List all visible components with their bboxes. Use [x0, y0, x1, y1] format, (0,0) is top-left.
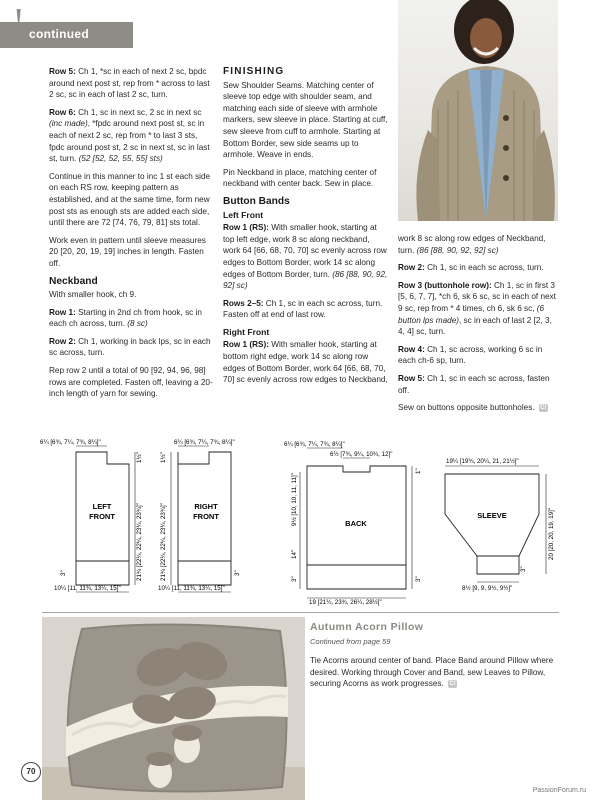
repeat-paragraph: Rep row 2 until a total of 90 [92, 94, 96, 98] rows are completed. Fasten off, leaving a 20-inch length of yarn for sewing. — [49, 366, 213, 399]
back-side-dim: 14" — [291, 549, 298, 559]
button-bands-heading: Button Bands — [223, 195, 290, 207]
back-label: BACK — [345, 519, 367, 528]
continued-label: continued — [29, 27, 90, 41]
bb-row5: Row 5: Ch 1, sc in each sc across, fasten off. — [398, 373, 550, 395]
left-front-border-dim: 3" — [60, 570, 67, 576]
section-divider — [42, 612, 559, 613]
right-front-row1: Row 1 (RS): With smaller hook, starting at bottom right edge, work 14 sc along row edges of Bottom Border, work 64 [66, 68, 70, 70] sc evenly across row edges to Neckband, — [223, 340, 388, 385]
right-front-side-dim: 21¾ [22¼, 22¼, 23¼, 23¾]" — [160, 503, 167, 581]
c-mark-icon: C! — [449, 681, 456, 688]
sleeve-label: SLEEVE — [477, 511, 507, 520]
sleeve-top-dim: 19¼ [19¾, 20¼, 21, 21½]" — [446, 458, 519, 465]
back-bottom-dim: 19 [21¼, 23¾, 26¼, 28½]" — [309, 599, 382, 606]
row5-paragraph: Row 5: Ch 1, *sc in each of next 2 sc, bpdc around next post st, rep from * across to last 2 sc, sc in each of last 2 sc, turn. — [49, 67, 210, 100]
acorn-body: Tie Acorns around center of band. Place Band around Pillow where desired. Working through Cover and Band, sew Leaves to Pillow, securing Acorns as work progresses. C! — [310, 656, 554, 689]
left-front-label-2: FRONT — [89, 512, 115, 521]
acorn-pillow-image — [42, 617, 305, 800]
sew-buttons: Sew on buttons opposite buttonholes. C! — [398, 403, 547, 413]
right-front-label-1: RIGHT — [194, 502, 218, 511]
continued-header — [0, 4, 133, 48]
left-front-shoulder-dim: 1½" — [136, 452, 143, 463]
left-front-top-dim: 6¼ [6¾, 7¼, 7¾, 8¼]" — [40, 439, 101, 446]
neckband-paragraph: With smaller hook, ch 9. — [49, 290, 137, 300]
bb-row2: Row 2: Ch 1, sc in each sc across, turn. — [398, 263, 544, 273]
page-number: 70 — [21, 762, 41, 782]
right-front-heading: Right Front — [223, 326, 270, 337]
left-front-label-1: LEFT — [92, 502, 112, 511]
sleeve-bottom-dim: 8½ [9, 9, 9½, 9½]" — [462, 585, 513, 592]
bb-row3: Row 3 (buttonhole row): Ch 1, sc in first 3 [5, 6, 7, 7], *ch 6, sk 6 sc, sc in each of next 9 sc, rep from * 4 times, ch 6, sk 6 sc, (6 button lps made), sc in each of last 2 [2, 3, 4, 4] sc, turn. — [398, 280, 556, 337]
right-front-label-2: FRONT — [193, 512, 219, 521]
left-front-bottom-dim: 10¼ [11, 11¾, 13¼, 15]" — [54, 585, 121, 592]
right-front-top-dim: 6¼ [6¾, 7¼, 7¾, 8¼]" — [174, 439, 235, 446]
schematics-diagram — [34, 436, 554, 608]
watermark: PassionForum.ru — [532, 787, 586, 794]
back-neck-dim: 6½ [7¾, 9¼, 10¾, 12]" — [330, 451, 393, 458]
right-front-shoulder-dim: 1½" — [160, 452, 167, 463]
neckband-row2: Row 2: Ch 1, working in back lps, sc in each sc across, turn. — [49, 336, 211, 358]
finishing-paragraph-1: Sew Shoulder Seams. Matching center of sleeve top edge with shoulder seam, and matching each side of sleeve with armhole markers, sew sleeve in place. Starting at cuff, sew sleeve from cuff to armhole. Starting at Bottom Border, sew side seams up to armhole. Weave in ends. — [223, 80, 388, 160]
c-mark-icon: C! — [540, 405, 547, 412]
bb-row4: Row 4: Ch 1, sc across, working 6 sc in each ch-6 sp, turn. — [398, 344, 543, 366]
back-shoulder-dim: 1" — [415, 468, 422, 474]
left-front-heading: Left Front — [223, 209, 264, 220]
model-photo — [398, 0, 558, 221]
work-paragraph: Work even in pattern until sleeve measures 20 [20, 20, 19, 19] inches in length. Fasten off. — [49, 235, 206, 268]
finishing-heading: FINISHING — [223, 66, 285, 77]
left-front-side-dim: 21¾ [22¼, 22¼, 23¼, 23¾]" — [136, 503, 143, 581]
acorn-title: Autumn Acorn Pillow — [310, 621, 424, 633]
acorn-subtitle: Continued from page 59 — [310, 637, 391, 646]
right-column — [398, 233, 560, 420]
left-front-row1: Row 1 (RS): With smaller hook, starting at top left edge, work 8 sc along neckband, work 64 [66, 68, 70, 70] sc evenly across row edges to Bottom Border, work 14 sc along edges of Bottom Border, turn. (86 [88, 90, 92, 92] sc) — [223, 223, 388, 291]
finishing-paragraph-2: Pin Neckband in place, matching center of neckband with center back. Sew in place. — [223, 167, 377, 189]
right-front-border-dim: 3" — [234, 570, 241, 576]
left-front-rows: Rows 2–5: Ch 1, sc in each sc across, turn. Fasten off at end of last row. — [223, 298, 383, 320]
back-armhole-dim: 9½ [10, 10, 11, 11]" — [291, 473, 298, 526]
back-top-dim: 6¼ [6¾, 7¼, 7¾, 8¼]" — [284, 441, 345, 448]
sleeve-length-dim: 20 [20, 20, 19, 19]" — [548, 507, 555, 560]
continue-paragraph: Continue in this manner to inc 1 st each side on each RS row, keeping pattern as established, and at the same time, form new post sts as enough sts are added each side, until there are 72 [74, 76, 79, 81] sts total. — [49, 171, 211, 228]
right-front-bottom-dim: 10¼ [11, 11¾, 13¼, 15]" — [158, 585, 225, 592]
neckband-row1: Row 1: Starting in 2nd ch from hook, sc in each ch across, turn. (8 sc) — [49, 307, 202, 329]
exclamation-icon: ! — [14, 4, 24, 35]
right-front-continued: work 8 sc along row edges of Neckband, turn. (86 [88, 90, 92, 92] sc) — [398, 234, 546, 255]
back-border-right-dim: 3" — [415, 576, 422, 582]
back-border-dim: 3" — [291, 576, 298, 582]
middle-column — [223, 66, 389, 392]
sleeve-cuff-dim: 3" — [520, 566, 527, 572]
woman-in-cardigan-image — [398, 0, 558, 221]
pillow-photo — [42, 617, 305, 800]
neckband-heading: Neckband — [49, 275, 98, 287]
left-column — [49, 66, 215, 406]
row6-paragraph: Row 6: Ch 1, sc in next sc, 2 sc in next sc (inc made), *fpdc around next post st, sc in each of next 2 sc, rep from * to last 3 sts, fpdc around post st, 2 sc in next st, sc in last st, turn. (52 [52, 52, 55, 55] sts) — [49, 107, 210, 164]
